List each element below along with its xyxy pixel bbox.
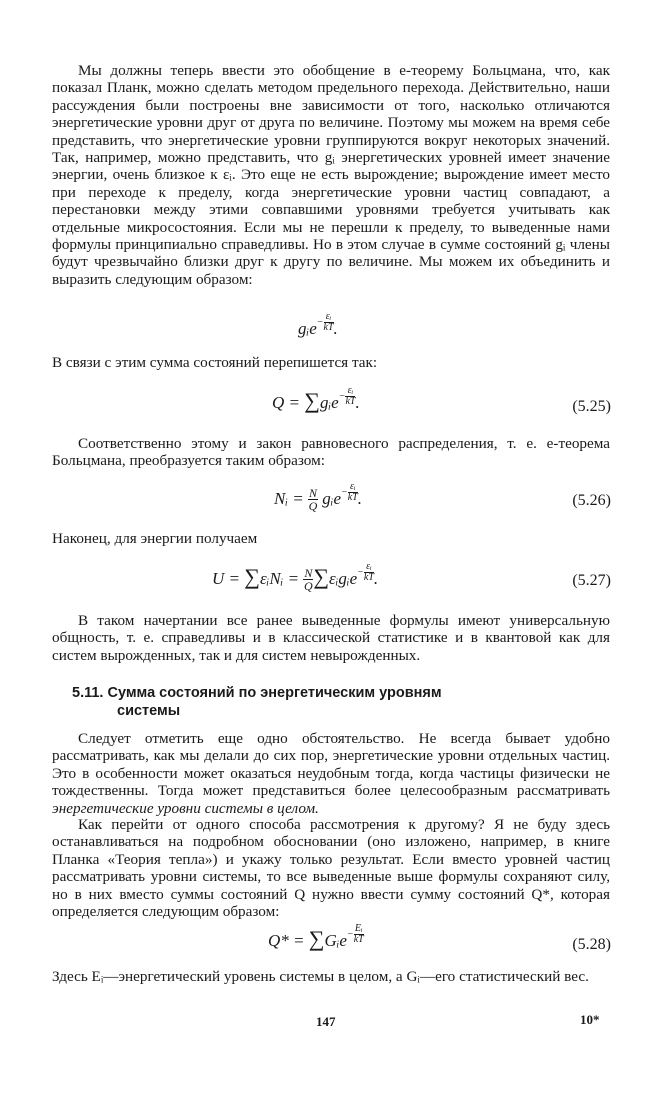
sum-symbol: ∑ — [244, 563, 260, 589]
sum-symbol: ∑ — [308, 925, 325, 951]
equation-number-5-27: (5.27) — [572, 572, 611, 589]
frac-numerator: N — [304, 566, 313, 581]
equation-number-5-25: (5.25) — [572, 398, 611, 415]
eq-part: εᵢNᵢ = — [259, 568, 304, 588]
section-title-line-2: системы — [117, 703, 181, 719]
eq-lhs: Nᵢ = — [274, 488, 308, 508]
exp-numerator: εᵢ — [364, 562, 374, 573]
eq-trail: . — [355, 392, 360, 412]
eq-trail: . — [357, 488, 363, 508]
section-heading — [72, 684, 442, 720]
exp-denominator: kT — [323, 322, 334, 333]
exp-denominator: kT — [363, 572, 374, 583]
eq-body: gᵢe — [319, 392, 339, 412]
frac-denominator: Q — [308, 499, 318, 514]
sum-symbol-2: ∑ — [313, 563, 330, 589]
section-title-line-1: Сумма состояний по энергетическим уровням — [107, 685, 442, 701]
section-number: 5.11. — [72, 685, 104, 701]
exp-numerator: Eᵢ — [354, 923, 363, 934]
exp-numerator: εᵢ — [345, 386, 355, 397]
paragraph-5: В таком начертании все ранее выведенные формулы имеют универсальную общность, т. е. справедливы и в классической статистике и в квантовой как для систем вырожденных, так и для систем невырожденных. — [52, 612, 610, 664]
exp-numerator: εᵢ — [324, 312, 334, 323]
paragraph-3: Соответственно этому и закон равновесного распределения, т. е. e-теорема Больцмана, преобразуется таким образом: — [52, 435, 610, 470]
paragraph-6-emphasis: энергетические уровни системы в целом. — [52, 799, 319, 817]
printer-signature: 10* — [580, 1012, 600, 1027]
eq-lhs: U = — [212, 568, 245, 588]
paragraph-7: Как перейти от одного способа рассмотрения к другому? Я не буду здесь останавливаться на подробном обосновании (оно изложено, например, в книге Планка «Теория тепла») и укажу только результат. Если вместо уровней частиц рассматривать уровни системы, то все выведенные выше формулы сохраняют силу, но в них вместо суммы состояний Q нужно ввести сумму состояний Q*, которая определяется следующим образом: — [52, 816, 610, 921]
paragraph-8: Здесь Eᵢ—энергетический уровень системы в целом, а Gᵢ—его статистический вес. — [52, 968, 589, 985]
eq-body: εᵢgᵢe — [329, 568, 358, 588]
frac-numerator: N — [309, 486, 318, 501]
page-number: 147 — [316, 1014, 336, 1029]
eq-body: Gᵢe — [324, 930, 347, 950]
equation-number-5-28: (5.28) — [572, 936, 611, 953]
equation-number-5-26: (5.26) — [572, 492, 611, 509]
sum-symbol: ∑ — [304, 387, 320, 413]
formula-body: gᵢe — [298, 318, 317, 338]
exp-denominator: kT — [353, 934, 364, 945]
exp-numerator: εᵢ — [348, 482, 358, 493]
exp-denominator: kT — [347, 492, 358, 503]
eq-trail: . — [373, 568, 379, 588]
equation-5-28: Q* = ∑Gᵢe$^{- \frac{\text{Eᵢ}}{kT}}$ — [268, 923, 364, 951]
formula-trail: . — [333, 318, 338, 338]
paragraph-6 — [52, 730, 610, 817]
paragraph-1: Мы должны теперь ввести это обобщение в e-теорему Больцмана, что, как показал Планк, можно сделать методом предельного перехода. Действительно, наши рассуждения были построены вне зависимости от того, насколько отличаются энергетические уровни друг от друга по величине. Поэтому мы можем на время себе представить, что энергетические уровни группируются вокруг некоторых значений. Так, например, можно представить, что gᵢ энергетических уровней имеет значение энергии, очень близкое к εᵢ. Это еще не есть вырождение; вырождение имеет место при переходе к пределу, когда энергетические уровни частиц совпадают, а перестановки между этими совпавшими уровнями требуется учитывать как отдельные микросостояния. Если мы не перешли к пределу, то выведенные нами формулы принципиально справедливы. Но в этом случае в сумме состояний gᵢ члены будут чрезвычайно близки друг к другу по величине. Мы можем их объединить и выразить следующим образом: — [52, 62, 610, 288]
paragraph-2: В связи с этим сумма состояний перепишется так: — [52, 354, 378, 371]
equation-5-26: Nᵢ = $\frac{N}{Q}$ gᵢe$^{- \frac{\text{εᵢ}}{kT}}$ . — [274, 481, 363, 514]
paragraph-6-text: Следует отметить еще одно обстоятельство. Не всегда бывает удобно рассматривать, как мы делали до сих пор, энергетические уровни отдельных частиц. Это в особенности может оказаться неудобным тогда, когда частицы физически не тождественны. Тогда может представиться более целесообразным рассматривать — [52, 730, 610, 800]
eq-lhs: Q = — [272, 392, 305, 412]
formula-g-exp: gᵢe$^{- \frac{\text{εᵢ}}{kT}}$ . — [298, 311, 338, 338]
equation-5-25: Q = ∑gᵢe$^{- \frac{\text{εᵢ}}{kT}}$ . — [272, 385, 360, 413]
exp-denominator: kT — [345, 396, 356, 407]
eq-body: gᵢe — [322, 488, 342, 508]
eq-lhs: Q* = — [268, 930, 309, 950]
equation-5-27: U = ∑εᵢNᵢ = $\frac{N}{Q}$ ∑εᵢgᵢe$^{- \frac{\text{εᵢ}}{kT}}$ . — [212, 561, 379, 594]
frac-denominator: Q — [304, 579, 313, 594]
paragraph-4: Наконец, для энергии получаем — [52, 530, 258, 547]
